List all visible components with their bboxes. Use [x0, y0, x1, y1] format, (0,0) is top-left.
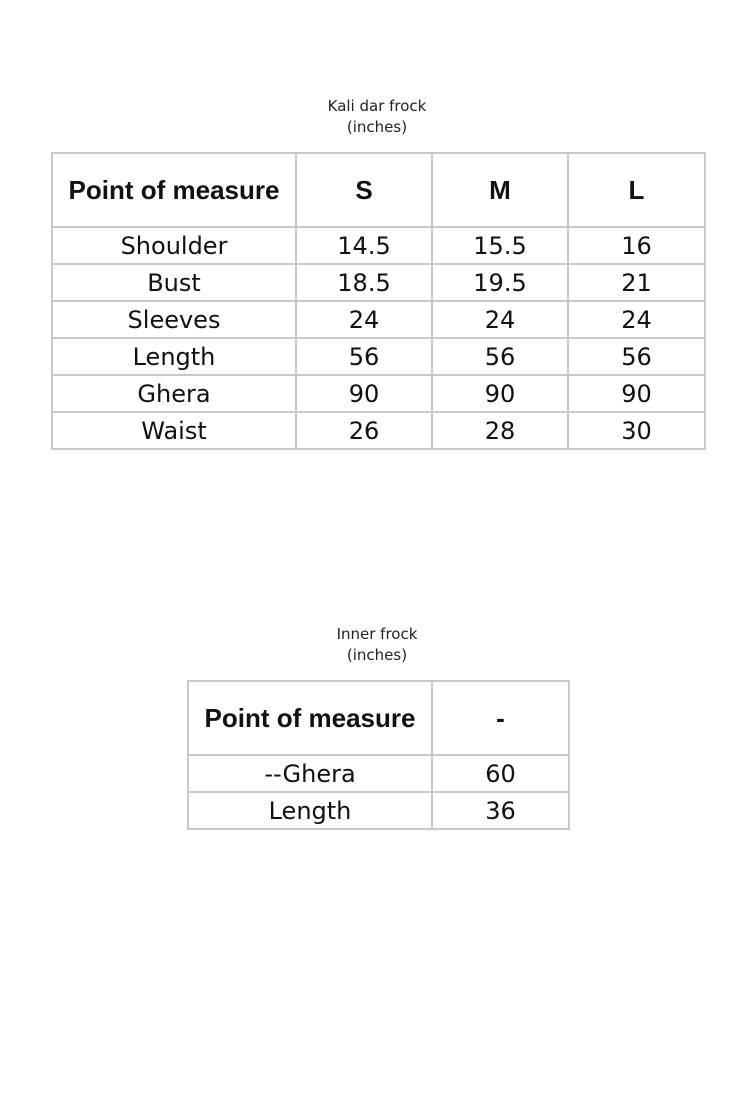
table-cell: 16: [568, 227, 705, 264]
table-cell: 19.5: [432, 264, 568, 301]
column-header: S: [296, 153, 432, 227]
inner-frock-caption: [250, 624, 504, 666]
table-cell: 56: [568, 338, 705, 375]
table-cell: 90: [432, 375, 568, 412]
table-cell: 90: [568, 375, 705, 412]
table-title: Inner frock: [336, 625, 418, 643]
kali-dar-frock-caption: [250, 96, 504, 138]
row-label: Shoulder: [52, 227, 296, 264]
table-cell: 24: [568, 301, 705, 338]
row-label: --Ghera: [188, 755, 432, 792]
table-unit: (inches): [346, 646, 408, 664]
table-cell: 30: [568, 412, 705, 449]
table-cell: 21: [568, 264, 705, 301]
table-cell: 90: [296, 375, 432, 412]
table-cell: 28: [432, 412, 568, 449]
table-cell: 36: [432, 792, 569, 829]
header-row: [188, 681, 569, 755]
table-row: [52, 412, 705, 449]
table-row: [52, 338, 705, 375]
header-row: [52, 153, 705, 227]
row-label: Sleeves: [52, 301, 296, 338]
column-header: Point of measure: [188, 681, 432, 755]
table-row: [52, 375, 705, 412]
table-row: [52, 301, 705, 338]
column-header: -: [432, 681, 569, 755]
table-cell: 60: [432, 755, 569, 792]
column-header: M: [432, 153, 568, 227]
table-row: [52, 264, 705, 301]
table-row: [188, 755, 569, 792]
table-row: [188, 792, 569, 829]
table-cell: 24: [296, 301, 432, 338]
row-label: Waist: [52, 412, 296, 449]
table-cell: 56: [432, 338, 568, 375]
column-header: Point of measure: [52, 153, 296, 227]
table-cell: 56: [296, 338, 432, 375]
row-label: Bust: [52, 264, 296, 301]
row-label: Ghera: [52, 375, 296, 412]
table-cell: 24: [432, 301, 568, 338]
inner-frock-size-table: [187, 680, 570, 830]
table-cell: 15.5: [432, 227, 568, 264]
row-label: Length: [188, 792, 432, 829]
kali-dar-frock-size-table: [51, 152, 706, 450]
table-cell: 14.5: [296, 227, 432, 264]
table-cell: 18.5: [296, 264, 432, 301]
column-header: L: [568, 153, 705, 227]
table-title: Kali dar frock: [327, 97, 427, 115]
table-unit: (inches): [346, 118, 408, 136]
row-label: Length: [52, 338, 296, 375]
table-cell: 26: [296, 412, 432, 449]
table-row: [52, 227, 705, 264]
